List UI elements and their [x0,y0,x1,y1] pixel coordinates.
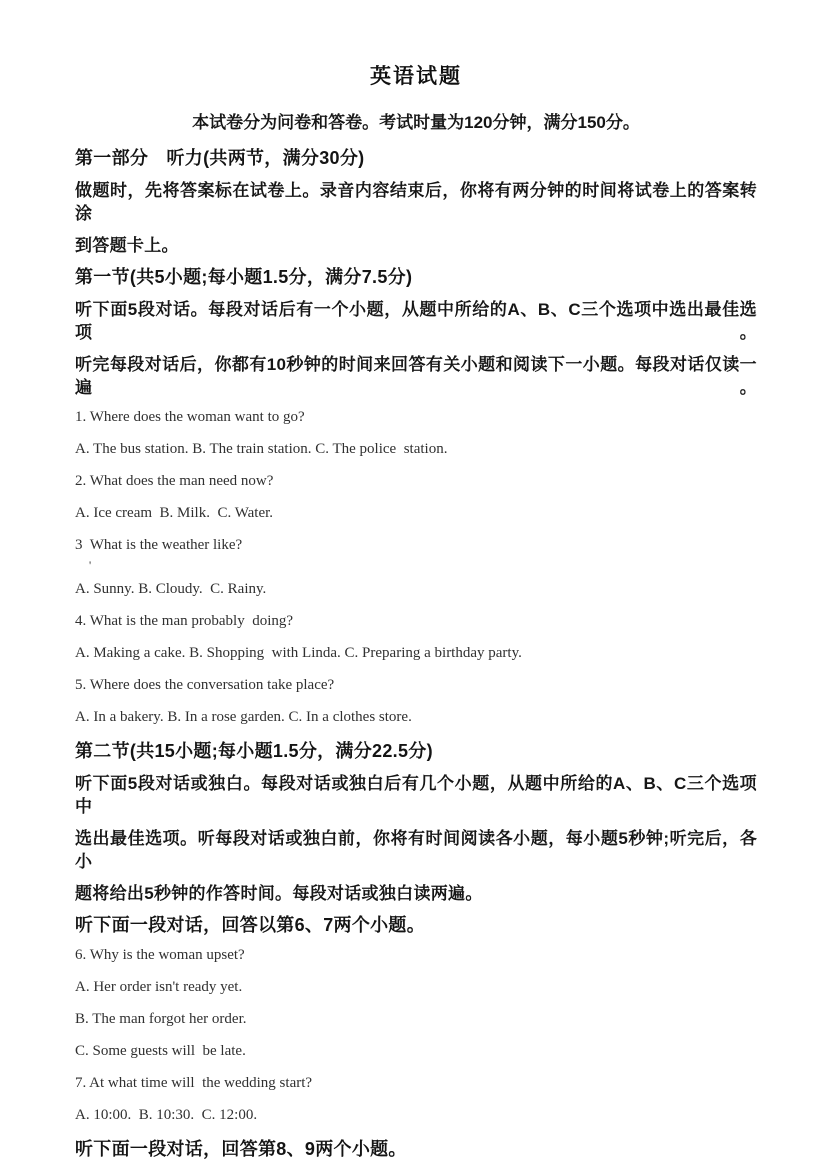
section1-instructions-line2: 听完每段对话后，你都有10秒钟的时间来回答有关小题和阅读下一小题。每段对话仅读一遍。 [75,355,757,397]
dialogue-8-9-lead: 听下面一段对话，回答第8、9两个小题。 [75,1139,407,1159]
exam-intro: 本试卷分为问卷和答卷。考试时量为120分钟，满分150分。 [192,113,640,132]
section1-instructions-line1: 听下面5段对话。每段对话后有一个小题，从题中所给的A、B、C三个选项中选出最佳选项。 [75,300,757,342]
part1-instructions-line1: 做题时，先将答案标在试卷上。录音内容结束后，你将有两分钟的时间将试卷上的答案转涂 [75,181,757,223]
section2-instructions-line1: 听下面5段对话或独白。每段对话或独白后有几个小题，从题中所给的A、B、C三个选项中 [75,774,757,816]
question-5-text: 5. Where does the conversation take place? [75,677,335,693]
question-6-option-a: A. Her order isn't ready yet. [75,979,243,995]
question-1-options: A. The bus station. B. The train station. C. The police station. [75,441,448,457]
dialogue-6-7-lead: 听下面一段对话，回答以第6、7两个小题。 [75,915,426,935]
part1-heading: 第一部分 听力(共两节，满分30分) [75,148,365,168]
section1-heading: 第一节(共5小题;每小题1.5分，满分7.5分) [75,267,413,287]
question-2-text: 2. What does the man need now? [75,473,274,489]
question-4-options: A. Making a cake. B. Shopping with Linda. C. Preparing a birthday party. [75,645,522,661]
question-3-text: 3 What is the weather like? [75,537,243,553]
part1-instructions-line2: 到答题卡上。 [75,236,179,255]
question-5-options: A. In a bakery. B. In a rose garden. C. In a clothes store. [75,709,412,725]
question-3-stray-mark: ' [89,558,92,572]
section2-heading: 第二节(共15小题;每小题1.5分，满分22.5分) [75,741,433,761]
question-1-text: 1. Where does the woman want to go? [75,409,305,425]
section2-instructions-line3: 题将给出5秒钟的作答时间。每段对话或独白读两遍。 [75,884,483,903]
question-7-options: A. 10:00. B. 10:30. C. 12:00. [75,1107,258,1123]
question-6-option-c: C. Some guests will be late. [75,1043,246,1059]
question-6-option-b: B. The man forgot her order. [75,1011,247,1027]
section2-instructions-line2: 选出最佳选项。听每段对话或独白前，你将有时间阅读各小题，每小题5秒钟;听完后，各小 [75,829,757,871]
question-2-options: A. Ice cream B. Milk. C. Water. [75,505,274,521]
page-title: 英语试题 [370,65,462,88]
question-3-options: A. Sunny. B. Cloudy. C. Rainy. [75,581,267,597]
question-6-text: 6. Why is the woman upset? [75,947,245,963]
question-4-text: 4. What is the man probably doing? [75,613,294,629]
question-7-text: 7. At what time will the wedding start? [75,1075,313,1091]
